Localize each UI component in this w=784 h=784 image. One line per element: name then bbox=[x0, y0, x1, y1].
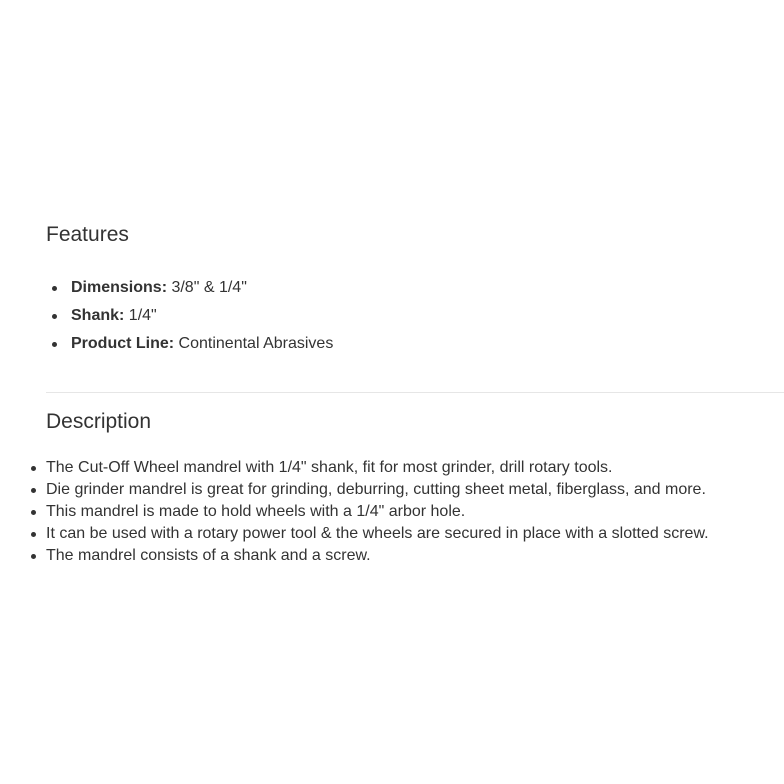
features-list bbox=[71, 274, 333, 358]
features-heading: Features bbox=[46, 223, 129, 246]
description-list bbox=[46, 457, 709, 567]
description-item: The mandrel consists of a shank and a screw. bbox=[46, 545, 709, 567]
section-divider bbox=[46, 392, 784, 393]
feature-label: Dimensions: bbox=[71, 279, 168, 296]
feature-value: 1/4" bbox=[124, 307, 157, 324]
feature-label: Shank: bbox=[71, 307, 125, 324]
description-item: Die grinder mandrel is great for grinding, deburring, cutting sheet metal, fiberglass, and more. bbox=[46, 479, 709, 501]
description-heading: Description bbox=[46, 410, 152, 433]
description-item: The Cut-Off Wheel mandrel with 1/4" shank, fit for most grinder, drill rotary tools. bbox=[46, 457, 709, 479]
feature-item-product-line bbox=[71, 330, 333, 358]
description-item: It can be used with a rotary power tool & the wheels are secured in place with a slotted screw. bbox=[46, 523, 709, 545]
feature-value: Continental Abrasives bbox=[174, 335, 334, 352]
feature-label: Product Line: bbox=[71, 335, 175, 352]
description-item: This mandrel is made to hold wheels with a 1/4" arbor hole. bbox=[46, 501, 709, 523]
feature-item-dimensions bbox=[71, 274, 333, 302]
feature-value: 3/8" & 1/4" bbox=[167, 279, 247, 296]
feature-item-shank bbox=[71, 302, 333, 330]
